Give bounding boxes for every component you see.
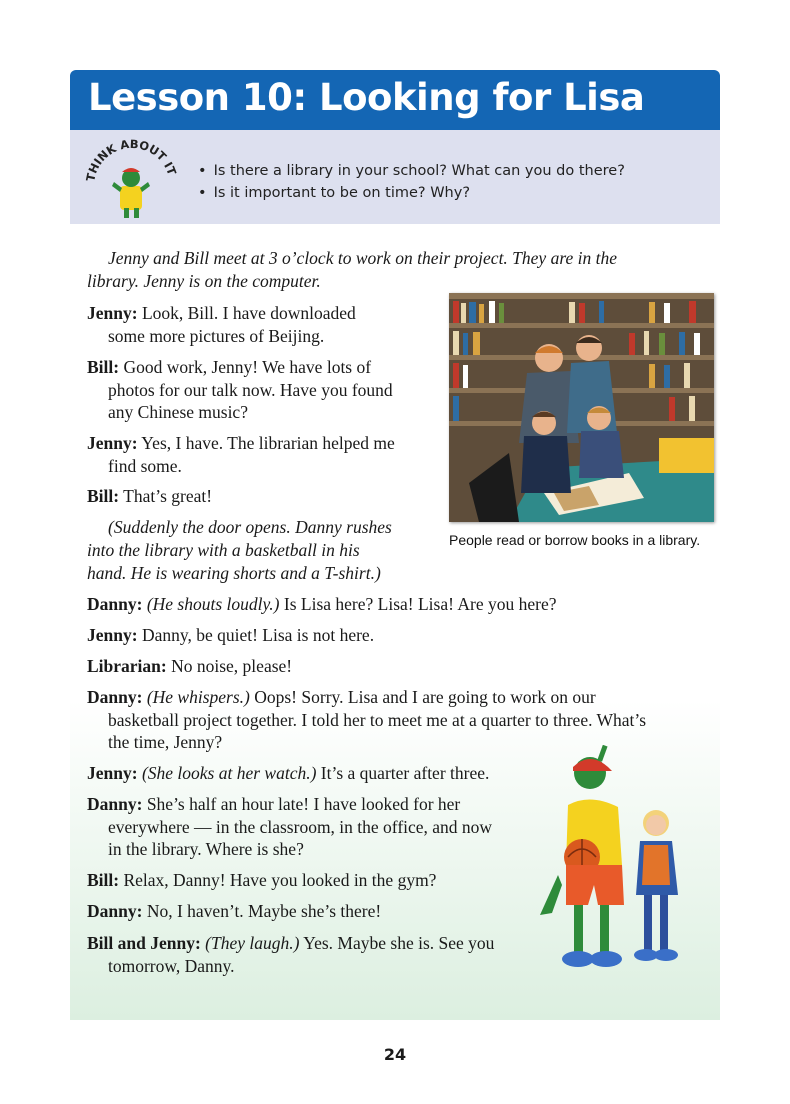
speaker-name: Jenny: <box>87 303 138 323</box>
speaker-name: Jenny: <box>87 625 138 645</box>
intro-line: library. Jenny is on the computer. <box>87 271 321 291</box>
dialogue-line: Jenny: (She looks at her watch.) It’s a quarter after three. <box>87 763 490 783</box>
stage-direction: (Suddenly the door opens. Danny rushes <box>108 517 392 537</box>
think-about-it-box <box>70 130 720 224</box>
intro-line: Jenny and Bill meet at 3 o’clock to work on their project. They are in the <box>108 248 617 268</box>
speaker-name: Bill: <box>87 870 120 890</box>
page-number: 24 <box>383 1045 407 1064</box>
discussion-questions <box>198 160 625 204</box>
think-about-it-badge <box>80 136 180 220</box>
speaker-name: Danny: <box>87 594 143 614</box>
stage-direction: into the library with a basketball in his <box>87 540 360 560</box>
lisa-girl-icon <box>634 810 678 961</box>
speaker-name: Danny: <box>87 901 143 921</box>
question-item: • Is there a library in your school? What can you do there? <box>198 160 625 182</box>
speaker-name: Bill: <box>87 486 120 506</box>
dialogue-line: Danny: (He shouts loudly.) Is Lisa here? Lisa! Lisa! Are you here? <box>87 594 557 614</box>
dialogue-line: Danny: (He whispers.) Oops! Sorry. Lisa and I are going to work on our basketball project together. I told her to meet me at a quarter to three. What’s the time, Jenny? <box>87 687 647 752</box>
think-about-it-label: THINK ABOUT IT <box>83 136 180 183</box>
lesson-header <box>70 70 720 130</box>
dialogue-line: Jenny: Danny, be quiet! Lisa is not here. <box>87 625 375 645</box>
speaker-name: Danny: <box>87 794 143 814</box>
dialogue-line: Librarian: No noise, please! <box>87 656 293 676</box>
question-item: • Is it important to be on time? Why? <box>198 182 625 204</box>
dialogue-line: Danny: No, I haven’t. Maybe she’s there! <box>87 901 382 921</box>
dialogue-line: Jenny: Look, Bill. I have downloaded some more pictures of Beijing. <box>87 303 356 346</box>
danny-dinosaur-icon <box>540 745 624 967</box>
dialogue-line: Jenny: Yes, I have. The librarian helped me find some. <box>87 433 395 476</box>
dialogue-line: Bill: That’s great! <box>87 486 213 506</box>
speaker-name: Danny: <box>87 687 143 707</box>
library-photo <box>449 293 714 522</box>
dialogue-line: Danny: She’s half an hour late! I have looked for her everywhere — in the classroom, in the office, and now in the library. Where is she? <box>87 794 493 859</box>
speaker-name: Jenny: <box>87 433 138 453</box>
lesson-title: Lesson 10: Looking for Lisa <box>88 76 645 119</box>
speaker-name: Jenny: <box>87 763 138 783</box>
photo-caption: People read or borrow books in a library. <box>449 532 701 548</box>
stage-direction: hand. He is wearing shorts and a T-shirt.) <box>87 563 381 583</box>
dinosaur-mascot-icon <box>112 168 150 218</box>
dinosaur-and-girl-illustration <box>538 745 698 995</box>
speaker-name: Bill: <box>87 357 120 377</box>
speaker-name: Librarian: <box>87 656 167 676</box>
dialogue-line: Bill: Good work, Jenny! We have lots of photos for our talk now. Have you found any Chinese music? <box>87 357 393 422</box>
speaker-name: Bill and Jenny: <box>87 933 201 953</box>
dialogue-line: Bill and Jenny: (They laugh.) Yes. Maybe she is. See you tomorrow, Danny. <box>87 933 495 976</box>
dialogue-line: Bill: Relax, Danny! Have you looked in the gym? <box>87 870 437 890</box>
